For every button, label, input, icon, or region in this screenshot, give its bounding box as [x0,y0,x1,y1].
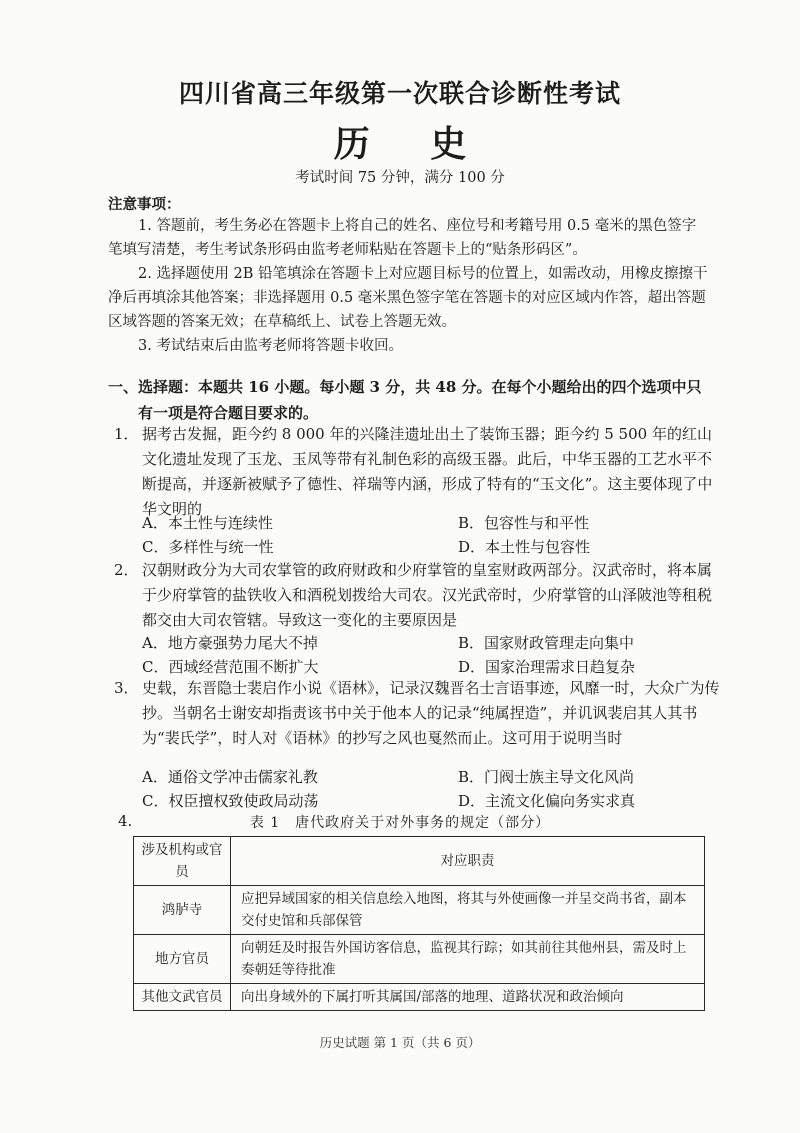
table-cell: 地方官员 [134,935,231,984]
subject-title: 历 史 [333,123,491,165]
option-a: A．地方豪强势力尾大不掉 [142,634,318,652]
question-2 [114,558,722,633]
option-b: B．包容性与和平性 [458,514,590,532]
table-header-row [134,837,705,886]
option-d: D．本土性与包容性 [458,538,591,556]
exam-title: 四川省高三年级第一次联合诊断性考试 [178,79,621,108]
page-footer: 历史试题 第 1 页（共 6 页） [319,1035,481,1050]
option-a: A．本土性与连续性 [142,514,273,532]
question-number: 2． [114,561,139,579]
question-3 [114,676,722,751]
table-row [134,935,705,984]
question-1 [114,422,722,522]
question-stem: 史载，东晋隐士裴启作小说《语林》，记录汉魏晋名士言语事迹，风靡一时，大众广为传抄。当朝名士谢安却指责该书中关于他本人的记录“纯属捏造”，并讥讽裴启其人其书为“裴氏学”，时人对《语林》的抄写之风也戛然而止。这可用于说明当时 [142,679,720,747]
notice-item-1: 1. 答题前，考生务必在答题卡上将自己的姓名、座位号和考籍号用 0.5 毫米的黑色签字笔填写清楚，考生考试条形码由监考老师粘贴在答题卡上的“贴条形码区”。 [108,218,697,258]
table-row [134,886,705,935]
notice-item-3: 3. 考试结束后由监考老师将答题卡收回。 [138,338,403,354]
question-number: 3． [114,679,139,697]
question-number: 1． [114,425,139,443]
notice-item-2: 2. 选择题使用 2B 铅笔填涂在答题卡上对应题目标号的位置上，如需改动，用橡皮擦擦干净后再填涂其他答案；非选择题用 0.5 毫米黑色签字笔在答题卡的对应区域内作答，超出答题区域答题的答案无效；在草稿纸上、试卷上答题无效。 [108,266,708,330]
option-c: C．权臣擅权致使政局动荡 [142,792,319,810]
section-heading [108,374,723,426]
duties-table [133,836,705,1011]
notice-heading: 注意事项： [108,196,181,213]
option-b: B．门阀士族主导文化风尚 [458,768,635,786]
option-b: B．国家财政管理走向集中 [458,634,635,652]
table-cell: 向朝廷及时报告外国访客信息，监视其行踪；如其前往其他州县，需及时上奏朝廷等待批准 [231,935,705,984]
section-heading-line-2: 有一项是符合题目要求的。 [138,404,319,422]
option-a: A．通俗文学冲击儒家礼教 [142,768,318,786]
exam-info: 考试时间 75 分钟，满分 100 分 [295,170,505,186]
table-cell: 向出身域外的下属打听其属国/部落的地理、道路状况和政治倾向 [231,984,705,1011]
table-header-cell: 涉及机构或官员 [134,837,231,886]
table-cell: 其他文武官员 [134,984,231,1011]
table-caption: 表 1 唐代政府关于对外事务的规定（部分） [249,815,551,831]
table-cell: 鸿胪寺 [134,886,231,935]
question-stem: 据考古发掘，距今约 8 000 年的兴隆洼遗址出土了装饰玉器；距今约 5 500 年的红山文化遗址发现了玉龙、玉凤等带有礼制色彩的高级玉器。此后，中华玉器的工艺水平不断提高，并逐新被赋予了德性、祥瑞等内涵，形成了特有的“玉文化”。这主要体现了中华文明的 [142,425,713,518]
table-row [134,984,705,1011]
option-d: D．主流文化偏向务实求真 [458,792,636,810]
option-c: C．多样性与统一性 [142,538,274,556]
question-4-number: 4. [118,812,133,830]
table-cell: 应把异域国家的相关信息绘入地图，将其与外使画像一并呈交尚书省，副本交付史馆和兵部保管 [231,886,705,935]
section-heading-line-1: 一、选择题：本题共 16 小题。每小题 3 分，共 48 分。在每个小题给出的四个选项中只 [108,378,702,396]
table-header-cell: 对应职责 [231,837,705,886]
option-c: C．西域经营范围不断扩大 [142,658,319,676]
option-d: D．国家治理需求日趋复杂 [458,658,636,676]
question-stem: 汉朝财政分为大司农掌管的政府财政和少府掌管的皇室财政两部分。汉武帝时，将本属于少府掌管的盐铁收入和酒税划拨给大司农。汉光武帝时，少府掌管的山泽陂池等租税都交由大司农管辖。导致这一变化的主要原因是 [142,561,713,629]
